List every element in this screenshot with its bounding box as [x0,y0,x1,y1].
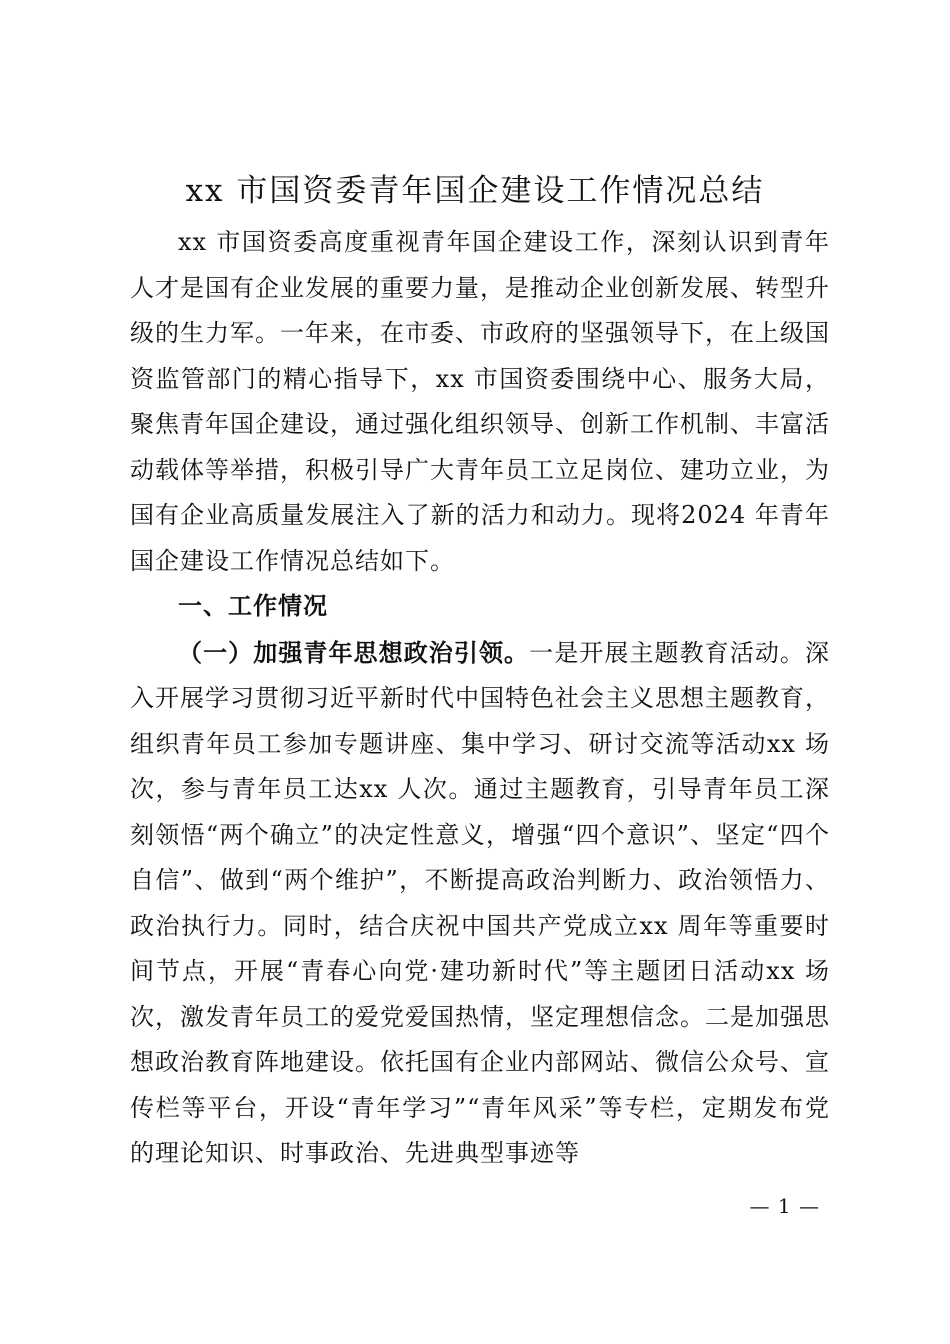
document-title: xx 市国资委青年国企建设工作情况总结 [185,173,765,209]
subsection-text: 一是开展主题教育活动。深入开展学习贯彻习近平新时代中国特色社会主义思想主题教育，组织青年员工参加专题讲座、集中学习、研讨交流等活动xx 场次，参与青年员工达xx 人次。通过主题教育，引导青年员工深刻领悟“两个确立”的决定性意义，增强“四个意识”、坚定“四个自信”、做到“两个维护”，不断提高政治判断力、政治领悟力、政治执行力。同时，结合庆祝中国共产党成立xx 周年等重要时间节点，开展“青春心向党·建功新时代”等主题团日活动xx 场次，激发青年员工的爱党爱国热情，坚定理想信念。二是加强思想政治教育阵地建设。依托国有企业内部网站、微信公众号、宣传栏等平台，开设“青年学习”“青年风采”等专栏，定期发布党的理论知识、时事政治、先进典型事迹等 [130,638,831,1167]
subsection-paragraph [130,630,830,1177]
section-heading: 一、工作情况 [178,592,328,620]
intro-paragraph: xx 市国资委高度重视青年国企建设工作，深刻认识到青年人才是国有企业发展的重要力量，是推动企业创新发展、转型升级的生力军。一年来，在市委、市政府的坚强领导下，在上级国资监管部门的精心指导下，xx 市国资委围绕中心、服务大局，聚焦青年国企建设，通过强化组织领导、创新工作机制、丰富活动载体等举措，积极引导广大青年员工立足岗位、建功立业，为国有企业高质量发展注入了新的活力和动力。现将2024 年青年国企建设工作情况总结如下。 [130,228,830,575]
subsection-title: （一）加强青年思想政治引领。 [178,637,530,667]
document-body [130,220,830,1177]
page-number: — 1 — [749,1194,820,1218]
